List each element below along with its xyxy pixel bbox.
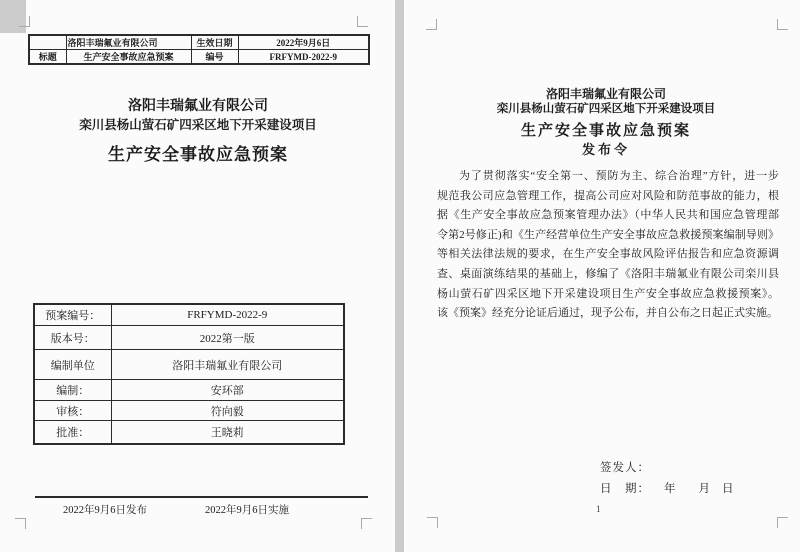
info-label-prepared-by: 编制： xyxy=(34,380,111,401)
release-doc-title: 生产安全事故应急预案 xyxy=(520,123,691,139)
crop-mark-right-top-left xyxy=(426,19,437,30)
info-value-reviewed-by: 符向毅 xyxy=(111,401,344,421)
page-gap xyxy=(395,0,404,552)
publish-date: 2022年9月6日发布 xyxy=(63,505,147,516)
info-label-reviewed-by: 审核： xyxy=(34,401,111,421)
info-value-plan-number: FRFYMD-2022-9 xyxy=(111,304,344,326)
header-table xyxy=(28,34,370,65)
info-table xyxy=(33,303,345,445)
header-cell-title-label: 标题 xyxy=(29,50,66,65)
paragraph-line: 等相关法律法规的要求，在生产安全事故风险评估报告和应急资源调 xyxy=(437,248,779,261)
implement-date: 2022年9月6日实施 xyxy=(205,505,289,516)
cover-company-name: 洛阳丰瑞氟业有限公司 xyxy=(128,99,268,114)
crop-mark-right-bottom-right xyxy=(777,517,788,528)
info-label-version: 版本号： xyxy=(34,326,111,350)
paragraph-line: 查、桌面演练结果的基础上，修编了《洛阳丰瑞氟业有限公司栾川县 xyxy=(437,267,779,280)
release-project-name: 栾川县杨山萤石矿四采区地下开采建设项目 xyxy=(496,103,716,115)
header-cell-company: 洛阳丰瑞氟业有限公司 xyxy=(66,35,191,50)
table-row xyxy=(34,326,344,350)
release-order-paragraph xyxy=(437,167,779,324)
table-row xyxy=(34,421,344,445)
table-row xyxy=(34,380,344,401)
cover-doc-title: 生产安全事故应急预案 xyxy=(108,145,288,164)
crop-mark-left-top-left xyxy=(19,16,30,27)
footer-divider xyxy=(35,496,368,498)
header-cell-number: FRFYMD-2022-9 xyxy=(238,50,369,65)
paragraph-line: 该《预案》经充分论证后通过，现予公布，并自公布之日起正式实施。 xyxy=(437,307,778,320)
header-cell-effective-date: 2022年9月6日 xyxy=(238,35,369,50)
paragraph-line: 规范我公司应急管理工作，提高公司应对风险和防范事故的能力，根 xyxy=(437,189,779,202)
crop-mark-left-bottom-left xyxy=(15,518,26,529)
info-value-version: 2022第一版 xyxy=(111,326,344,350)
table-row xyxy=(34,304,344,326)
header-cell-number-label: 编号 xyxy=(191,50,238,65)
paragraph-line: 令第2号修正)和《生产经营单位生产安全事故应急救援预案编制导则》 xyxy=(437,228,779,241)
table-row xyxy=(34,401,344,421)
signer-label: 签发人： xyxy=(600,462,650,474)
info-value-prepared-by-unit: 洛阳丰瑞氟业有限公司 xyxy=(111,350,344,380)
cover-project-name: 栾川县杨山萤石矿四采区地下开采建设项目 xyxy=(79,118,317,132)
table-row xyxy=(34,350,344,380)
date-label: 日 期： xyxy=(600,483,650,495)
page-number: 1 xyxy=(596,504,601,514)
release-company-name: 洛阳丰瑞氟业有限公司 xyxy=(545,87,666,101)
paragraph-line: 据《生产安全事故应急预案管理办法》（中华人民共和国应急管理部 xyxy=(437,209,779,222)
info-label-prepared-by-unit: 编制单位 xyxy=(34,350,111,380)
crop-mark-right-bottom-left xyxy=(427,517,438,528)
day-label: 日 xyxy=(722,483,735,495)
header-cell-blank xyxy=(29,35,66,50)
paragraph-line: 杨山萤石矿四采区地下开采建设项目生产安全事故应急救援预案》。 xyxy=(437,287,779,300)
info-label-approved-by: 批准： xyxy=(34,421,111,445)
header-cell-effective-date-label: 生效日期 xyxy=(191,35,238,50)
info-label-plan-number: 预案编号： xyxy=(34,304,111,326)
crop-mark-left-bottom-right xyxy=(361,518,372,529)
crop-mark-left-top-right xyxy=(357,16,368,27)
header-cell-title: 生产安全事故应急预案 xyxy=(66,50,191,65)
sign-date-line xyxy=(600,480,735,496)
year-label: 年 xyxy=(664,483,677,495)
header-table-row xyxy=(29,50,369,65)
info-value-approved-by: 王晓莉 xyxy=(111,421,344,445)
header-table-row xyxy=(29,35,369,50)
crop-mark-right-top-right xyxy=(777,19,788,30)
month-label: 月 xyxy=(698,483,711,495)
info-value-prepared-by: 安环部 xyxy=(111,380,344,401)
release-order-heading: 发布令 xyxy=(581,142,630,157)
paragraph-line: 为了贯彻落实“安全第一、预防为主、综合治理”方针，进一步 xyxy=(459,170,779,182)
